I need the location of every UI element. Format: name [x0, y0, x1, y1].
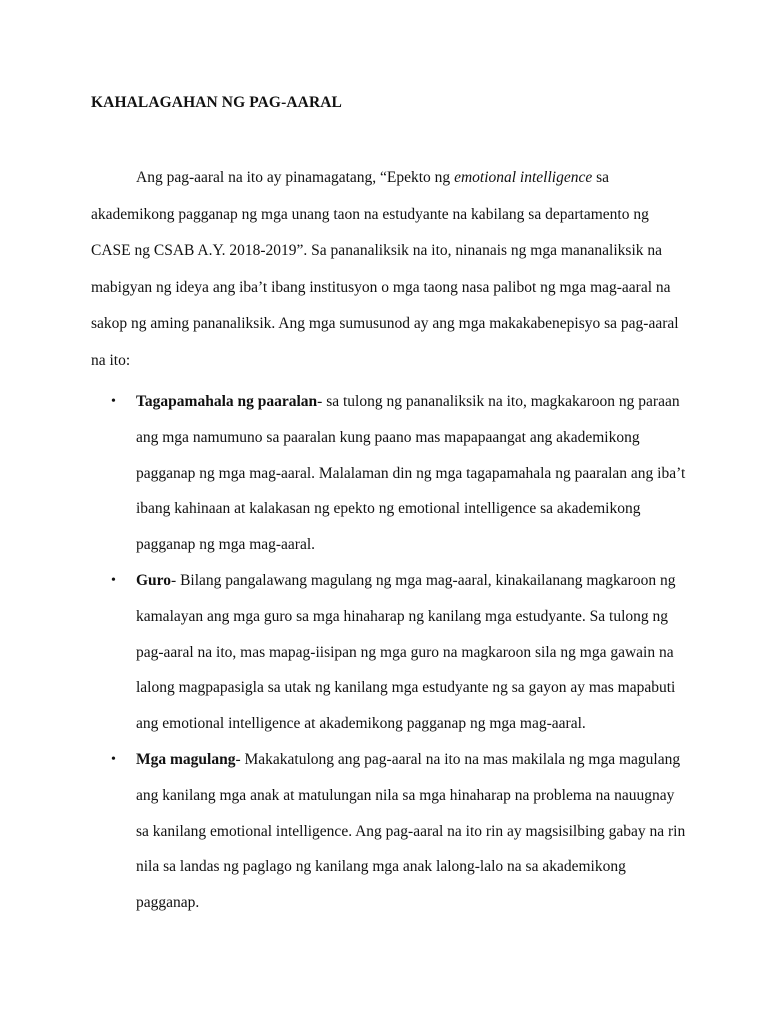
bullet-icon: •	[111, 394, 116, 409]
document-title: KAHALAGAHAN NG PAG-AARAL	[91, 94, 342, 111]
beneficiary-term: Tagapamahala ng paaralan	[136, 393, 318, 410]
bullet-icon: •	[111, 572, 116, 588]
intro-text-end: sa akademikong pagganap ng mga unang taon na estudyante na kabilang sa departamento ng CASE ng CSAB A.Y. 2018-2019”. Sa pananaliksik na ito, ninanais ng mga mananaliksik na mabigyan ng ideya ang iba’t ibang institusyon o mga taong nasa palibot ng mga mag-aaral na sakop ng aming pananaliksik. Ang mga sumusunod ay ang mga makakabenepisyo sa pag-aaral na ito:	[91, 169, 679, 369]
list-item-teachers	[91, 563, 691, 742]
beneficiary-description: - Makakatulong ang pag-aaral na ito na mas makilala ng mga magulang ang kanilang mga anak at matulungan nila sa mga hinaharap na problema na nauugnay sa kanilang emotional intelligence. Ang pag-aaral na ito rin ay magsisilbing gabay na rin nila sa landas ng paglago ng kanilang mga anak lalong-lalo na sa akademikong pagganap.	[136, 750, 686, 912]
beneficiary-description: - Bilang pangalawang magulang ng mga mag-aaral, kinakailanang magkaroon ng kamalayan ang mga guro sa mga hinaharap ng kanilang mga estudyante. Sa tulong ng pag-aaral na ito, mas mapag-iisipan ng mga guro na magkaroon sila ng mga gawain na lalong magpapasigla sa utak ng kanilang mga estudyante ng sa gayon ay mas mapabuti ang emotional intelligence at akademikong pagganap ng mga mag-aaral.	[136, 571, 676, 733]
intro-italic-term: emotional intelligence	[454, 169, 593, 186]
list-item-parents	[91, 742, 691, 921]
intro-paragraph	[91, 160, 691, 379]
intro-text-start: Ang pag-aaral na ito ay pinamagatang, “Epekto ng	[136, 169, 455, 186]
beneficiary-term: Mga magulang	[136, 750, 236, 768]
beneficiaries-list	[91, 384, 691, 921]
beneficiary-description: - sa tulong ng pananaliksik na ito, magkakaroon ng paraan ang mga namumuno sa paaralan kung paano mas mapapaangat ang akademikong pagganap ng mga mag-aaral. Malalaman din ng mga tagapamahala ng paaralan ang iba’t ibang kahinaan at kalakasan ng epekto ng emotional intelligence sa akademikong pagganap ng mga mag-aaral.	[136, 393, 686, 554]
beneficiary-term: Guro	[136, 571, 172, 589]
bullet-icon: •	[111, 751, 116, 767]
list-item-school-administrators	[91, 384, 691, 563]
